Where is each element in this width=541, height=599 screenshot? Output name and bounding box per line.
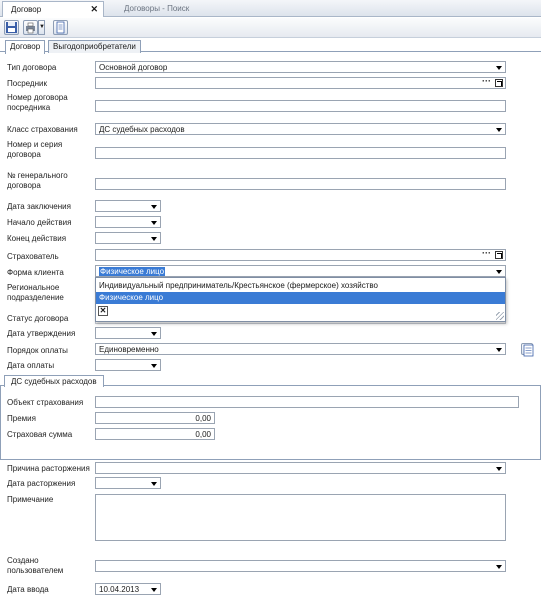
payment-schedule-button[interactable] bbox=[521, 343, 533, 355]
field-value: 0,00 bbox=[195, 414, 211, 423]
chevron-down-icon bbox=[151, 588, 157, 592]
ellipsis-icon[interactable]: ··· bbox=[482, 249, 491, 258]
termination-date-label: Дата расторжения bbox=[7, 479, 76, 488]
payment-order-select[interactable] bbox=[95, 343, 506, 355]
print-dropdown-arrow[interactable]: ▼ bbox=[38, 20, 45, 35]
conclusion-date-label: Дата заключения bbox=[7, 202, 71, 211]
open-record-icon[interactable] bbox=[495, 79, 503, 87]
tab-contract-document[interactable] bbox=[2, 1, 104, 17]
client-form-select[interactable] bbox=[95, 265, 506, 277]
end-date-picker[interactable] bbox=[95, 232, 161, 244]
contract-status-label: Статус договора bbox=[7, 314, 69, 323]
clear-icon[interactable]: ✕ bbox=[99, 306, 107, 315]
entry-date-label: Дата ввода bbox=[7, 585, 49, 594]
insurance-object-input[interactable] bbox=[95, 396, 519, 408]
start-date-picker[interactable] bbox=[95, 216, 161, 228]
chevron-down-icon bbox=[496, 565, 502, 569]
sum-insured-label: Страховая сумма bbox=[7, 430, 73, 439]
document-button[interactable] bbox=[53, 20, 68, 35]
policyholder-lookup[interactable] bbox=[95, 249, 506, 261]
toolbar bbox=[0, 18, 541, 38]
select-value: ДС судебных расходов bbox=[99, 125, 185, 134]
general-contract-no-input[interactable] bbox=[95, 178, 506, 190]
sum-insured-input[interactable] bbox=[95, 428, 215, 440]
payment-date-label: Дата оплаты bbox=[7, 361, 55, 370]
tab-label: Договоры - Поиск bbox=[124, 4, 190, 13]
conclusion-date-picker[interactable] bbox=[95, 200, 161, 212]
document-icon bbox=[54, 21, 67, 34]
save-icon bbox=[5, 21, 18, 34]
chevron-down-icon bbox=[151, 205, 157, 209]
chevron-down-icon bbox=[151, 221, 157, 225]
client-form-dropdown bbox=[95, 277, 506, 322]
insurance-object-label: Объект страхования bbox=[7, 398, 84, 407]
chevron-down-icon bbox=[151, 332, 157, 336]
close-icon[interactable]: ✕ bbox=[90, 4, 98, 14]
tab-contract[interactable] bbox=[5, 40, 45, 54]
policyholder-label: Страхователь bbox=[7, 252, 59, 261]
field-value: 0,00 bbox=[195, 430, 211, 439]
contract-number-series-input[interactable] bbox=[95, 147, 506, 159]
intermediary-lookup[interactable] bbox=[95, 77, 506, 89]
tab-contracts-search[interactable] bbox=[116, 1, 216, 17]
chevron-down-icon bbox=[496, 348, 502, 352]
termination-reason-select[interactable] bbox=[95, 462, 506, 474]
intermediary-contract-no-label: Номер договора посредника bbox=[7, 93, 68, 112]
dropdown-option[interactable]: Индивидуальный предприниматель/Крестьянское (фермерское) хозяйство bbox=[99, 281, 378, 290]
insurance-class-select[interactable] bbox=[95, 123, 506, 135]
tab-legal-expenses[interactable] bbox=[4, 375, 104, 387]
created-by-label: Создано пользователем bbox=[7, 556, 64, 575]
ellipsis-icon[interactable]: ··· bbox=[482, 77, 491, 86]
note-label: Примечание bbox=[7, 495, 54, 504]
contract-type-select[interactable] bbox=[95, 61, 506, 73]
chevron-down-icon bbox=[496, 270, 502, 274]
tab-beneficiaries[interactable] bbox=[48, 40, 141, 53]
entry-date-picker[interactable] bbox=[95, 583, 161, 595]
tab-label: Выгодоприобретатели bbox=[53, 42, 136, 51]
open-record-icon[interactable] bbox=[495, 251, 503, 259]
printer-icon bbox=[24, 21, 37, 34]
general-contract-no-label: № генерального договора bbox=[7, 171, 68, 190]
chevron-down-icon bbox=[496, 467, 502, 471]
premium-label: Премия bbox=[7, 414, 36, 423]
select-value: Физическое лицо bbox=[100, 267, 165, 276]
client-form-label: Форма клиента bbox=[7, 268, 64, 277]
created-by-select[interactable] bbox=[95, 560, 506, 572]
chevron-down-icon bbox=[151, 364, 157, 368]
contract-type-label: Тип договора bbox=[7, 63, 57, 72]
tab-label: Договор bbox=[11, 5, 42, 14]
intermediary-label: Посредник bbox=[7, 79, 47, 88]
select-value: Основной договор bbox=[99, 63, 168, 72]
regional-division-label: Региональное подразделение bbox=[7, 283, 64, 302]
tab-label: Договор bbox=[10, 42, 41, 51]
contract-number-series-label: Номер и серия договора bbox=[7, 140, 63, 159]
note-textarea[interactable] bbox=[95, 494, 506, 541]
dropdown-option-selected[interactable]: Физическое лицо bbox=[96, 292, 505, 304]
list-icon bbox=[522, 344, 535, 357]
print-button[interactable] bbox=[23, 20, 38, 35]
chevron-down-icon bbox=[151, 237, 157, 241]
end-date-label: Конец действия bbox=[7, 234, 67, 243]
insurance-class-label: Класс страхования bbox=[7, 125, 78, 134]
select-value: Единовременно bbox=[99, 345, 159, 354]
save-button[interactable] bbox=[4, 20, 19, 35]
premium-input[interactable] bbox=[95, 412, 215, 424]
termination-reason-label: Причина расторжения bbox=[7, 464, 90, 473]
approval-date-label: Дата утверждения bbox=[7, 329, 76, 338]
chevron-down-icon bbox=[496, 128, 502, 132]
approval-date-picker[interactable] bbox=[95, 327, 161, 339]
intermediary-contract-no-input[interactable] bbox=[95, 100, 506, 112]
chevron-down-icon bbox=[151, 482, 157, 486]
field-value: 10.04.2013 bbox=[99, 585, 140, 594]
payment-order-label: Порядок оплаты bbox=[7, 346, 68, 355]
payment-date-picker[interactable] bbox=[95, 359, 161, 371]
resize-grip-icon[interactable] bbox=[496, 312, 504, 320]
tab-label: ДС судебных расходов bbox=[11, 377, 97, 386]
termination-date-picker[interactable] bbox=[95, 477, 161, 489]
chevron-down-icon bbox=[496, 66, 502, 70]
start-date-label: Начало действия bbox=[7, 218, 72, 227]
